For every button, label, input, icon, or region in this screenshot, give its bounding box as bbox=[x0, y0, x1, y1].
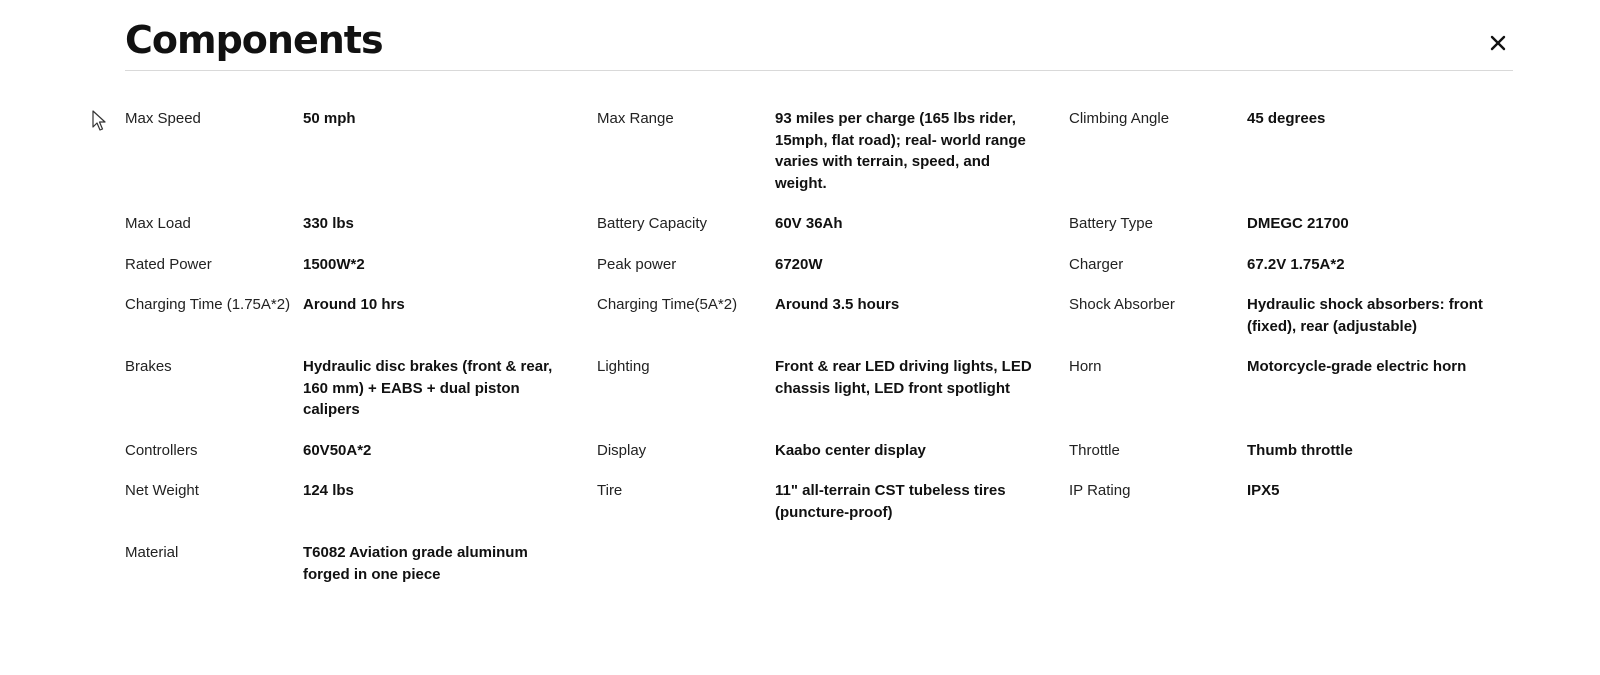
spec-label: Peak power bbox=[597, 255, 677, 273]
spec-label: Max Range bbox=[597, 110, 674, 127]
spec-value: IPX5 bbox=[1247, 482, 1280, 499]
spec-label: Charger bbox=[1069, 255, 1124, 273]
spec-value: 67.2V 1.75A*2 bbox=[1247, 255, 1345, 273]
page-title: Components bbox=[125, 18, 383, 62]
spec-label: Max Load bbox=[125, 215, 191, 232]
spec-label: Climbing Angle bbox=[1069, 110, 1170, 127]
spec-label: Rated Power bbox=[125, 255, 212, 273]
spec-label: IP Rating bbox=[1069, 482, 1131, 499]
spec-label: Battery Type bbox=[1069, 215, 1153, 232]
spec-value: 93 miles per charge (165 lbs rider, 15mph, flat road); real- world range varies with terrain, speed, and weight. bbox=[775, 110, 1026, 192]
spec-label: Shock Absorber bbox=[1069, 296, 1175, 313]
spec-value: 1500W*2 bbox=[303, 255, 365, 273]
spec-value: Front & rear LED driving lights, LED chassis light, LED front spotlight bbox=[775, 358, 1032, 397]
spec-label: Horn bbox=[1069, 358, 1102, 375]
spec-value: 60V50A*2 bbox=[303, 441, 372, 459]
specs-grid bbox=[125, 108, 1525, 585]
spec-value: Around 10 hrs bbox=[303, 296, 405, 313]
close-icon bbox=[1490, 35, 1506, 51]
spec-label: Max Speed bbox=[125, 110, 201, 127]
mouse-cursor-icon bbox=[92, 110, 108, 132]
spec-value: Hydraulic disc brakes (front & rear, 160 mm) + EABS + dual piston calipers bbox=[303, 358, 553, 418]
spec-value: 124 lbs bbox=[303, 482, 354, 499]
spec-value: 50 mph bbox=[303, 110, 356, 127]
spec-label: Brakes bbox=[125, 358, 172, 375]
spec-label: Throttle bbox=[1069, 441, 1120, 459]
spec-label: Display bbox=[597, 441, 647, 459]
spec-value: 330 lbs bbox=[303, 215, 354, 232]
spec-label: Battery Capacity bbox=[597, 215, 708, 232]
spec-value: T6082 Aviation grade aluminum forged in one piece bbox=[303, 544, 528, 583]
spec-label: Net Weight bbox=[125, 482, 199, 499]
spec-value: Hydraulic shock absorbers: front (fixed), rear (adjustable) bbox=[1247, 296, 1483, 335]
spec-value: DMEGC 21700 bbox=[1247, 215, 1349, 232]
spec-label: Charging Time (1.75A*2) bbox=[125, 296, 291, 313]
spec-label: Tire bbox=[597, 482, 623, 499]
modal-header bbox=[125, 14, 1513, 71]
spec-value: 6720W bbox=[775, 255, 823, 273]
spec-label: Material bbox=[125, 544, 179, 561]
spec-value: Around 3.5 hours bbox=[775, 296, 900, 313]
spec-value: 45 degrees bbox=[1247, 110, 1326, 127]
spec-value: 11" all-terrain CST tubeless tires (puncture-proof) bbox=[775, 482, 1006, 521]
spec-label: Charging Time(5A*2) bbox=[597, 296, 738, 313]
spec-value: 60V 36Ah bbox=[775, 215, 843, 232]
close-button[interactable] bbox=[1483, 24, 1513, 54]
spec-label: Lighting bbox=[597, 358, 650, 375]
spec-label: Controllers bbox=[125, 441, 198, 459]
spec-value: Motorcycle-grade electric horn bbox=[1247, 358, 1467, 375]
spec-value: Thumb throttle bbox=[1247, 441, 1353, 459]
spec-value: Kaabo center display bbox=[775, 441, 926, 459]
